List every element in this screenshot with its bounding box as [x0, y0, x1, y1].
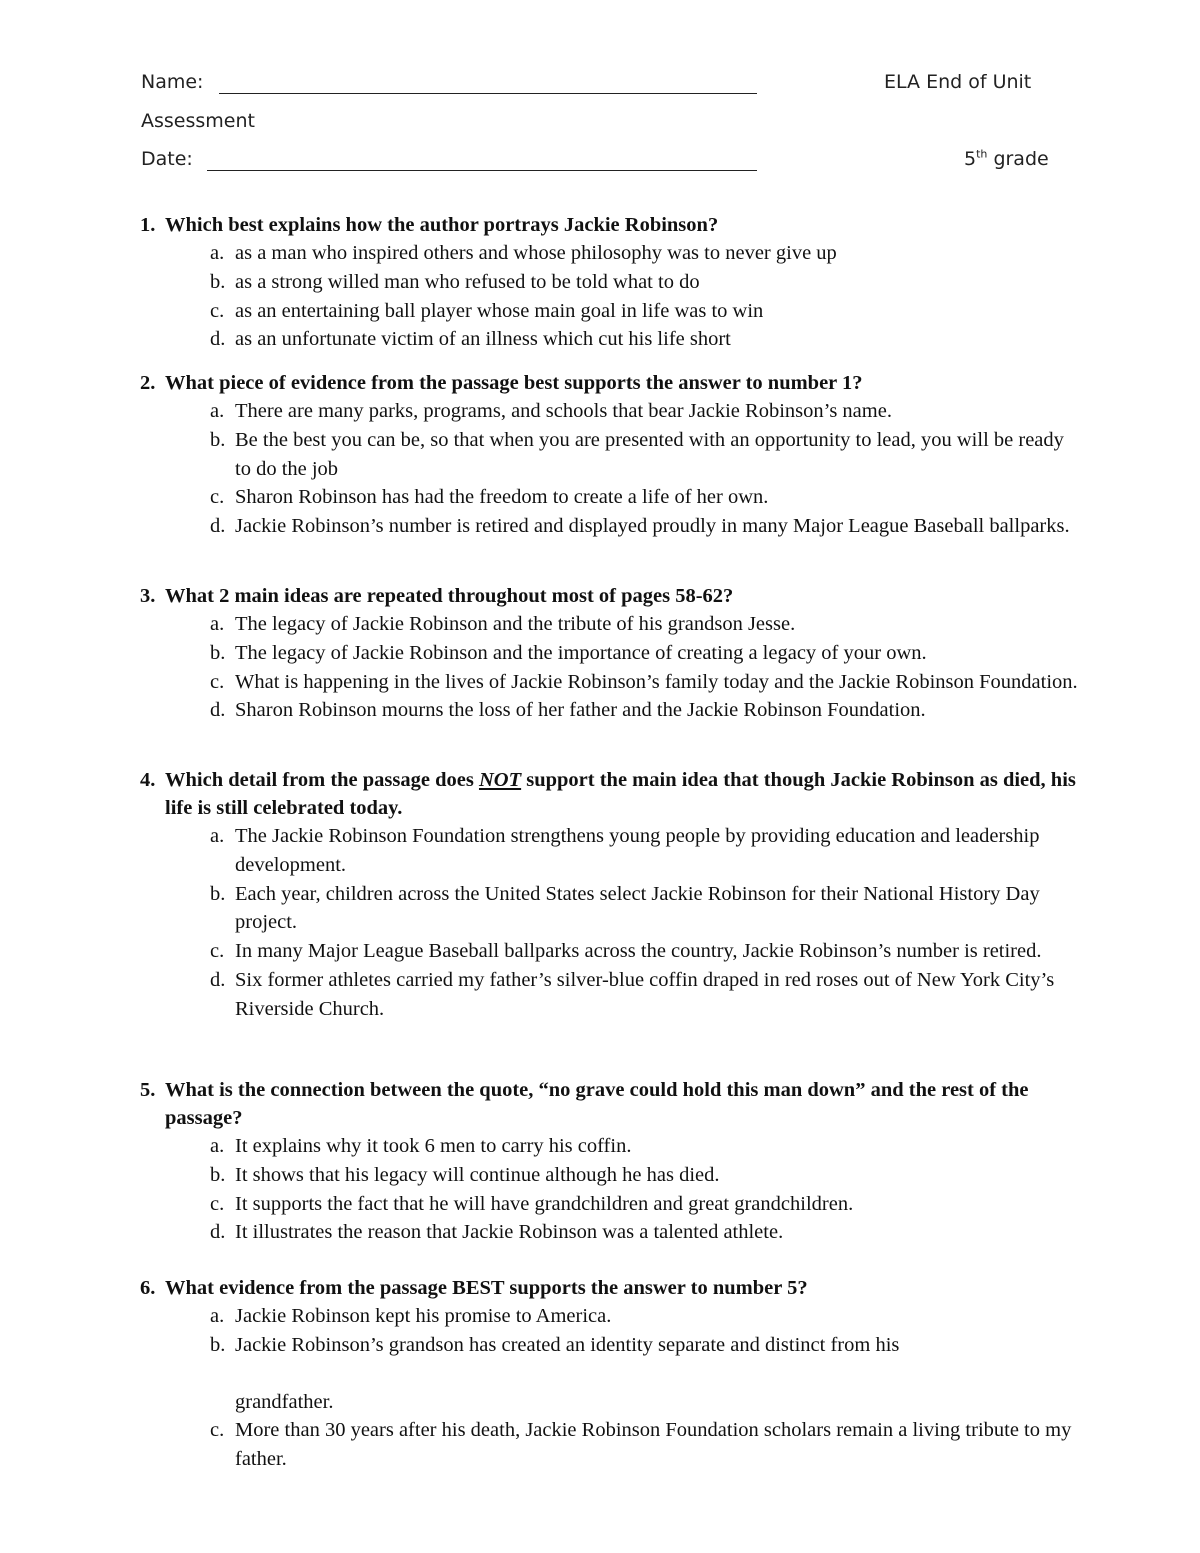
option-letter: b. — [210, 270, 226, 293]
option-letter: c. — [210, 299, 225, 322]
option-text: It explains why it took 6 men to carry his coffin. — [235, 1135, 632, 1157]
option-text: Jackie Robinson’s number is retired and displayed proudly in many Major League Baseball ballparks. — [235, 515, 1070, 538]
question-number: 1. — [140, 214, 156, 236]
emphasis-not: NOT — [478, 769, 522, 791]
question-text: What is the connection between the quote, “no grave could hold this man down” and the rest of the passage? — [165, 1079, 1029, 1129]
question-2 — [140, 369, 1080, 541]
answer-option-c — [140, 297, 1080, 326]
option-text: as an entertaining ball player whose main goal in life was to win — [235, 299, 764, 322]
question-stem — [140, 766, 1080, 822]
grade-word: grade — [993, 148, 1049, 170]
option-text: grandfather. — [235, 1390, 334, 1413]
option-text: It illustrates the reason that Jackie Robinson was a talented athlete. — [235, 1221, 784, 1244]
blank-line-gap — [140, 1360, 1080, 1388]
answer-option-c — [140, 937, 1080, 966]
question-stem — [140, 1274, 1080, 1302]
answer-option-a — [140, 1132, 1080, 1161]
option-letter: d. — [210, 1221, 226, 1244]
question-stem — [140, 369, 1080, 397]
option-text: The Jackie Robinson Foundation strengthens young people by providing education and leadership development. — [235, 825, 1040, 876]
option-letter: c. — [210, 486, 225, 509]
answer-option-d — [140, 1218, 1080, 1247]
question-6 — [140, 1274, 1080, 1474]
question-3 — [140, 582, 1080, 725]
grade-level — [964, 148, 1049, 170]
answer-option-b — [140, 268, 1080, 297]
answer-option-b-continuation — [140, 1388, 1080, 1417]
answer-option-a — [140, 610, 1080, 639]
answer-option-a — [140, 239, 1080, 268]
answer-option-c — [140, 668, 1080, 697]
grade-number: 5 — [964, 148, 977, 170]
answer-option-d — [140, 512, 1080, 541]
option-text: as an unfortunate victim of an illness which cut his life short — [235, 328, 731, 351]
question-number: 5. — [140, 1079, 156, 1101]
grade-ordinal-suffix: th — [976, 147, 988, 161]
answer-option-c — [140, 1190, 1080, 1219]
answer-option-d — [140, 696, 1080, 725]
answer-option-b — [140, 1331, 1080, 1360]
name-blank-line — [219, 93, 757, 94]
answer-option-d — [140, 325, 1080, 354]
answer-option-a — [140, 1302, 1080, 1331]
option-letter: c. — [210, 1419, 225, 1442]
question-1 — [140, 211, 1080, 354]
option-letter: d. — [210, 968, 226, 991]
question-text-part: support the main idea that though Jackie Robinson as died, his life is still celebrated today. — [165, 769, 1076, 819]
option-letter: c. — [210, 1192, 225, 1215]
question-text-part: Which detail from the passage does — [165, 769, 479, 791]
option-letter: b. — [210, 882, 226, 905]
option-letter: a. — [210, 1305, 225, 1327]
question-stem — [140, 582, 1080, 610]
question-number: 3. — [140, 585, 156, 607]
assessment-title-line1: ELA End of Unit — [884, 71, 1032, 93]
option-text: as a strong willed man who refused to be told what to do — [235, 270, 700, 293]
question-number: 2. — [140, 372, 156, 394]
option-text: It shows that his legacy will continue although he has died. — [235, 1163, 720, 1186]
option-letter: b. — [210, 428, 226, 451]
option-letter: a. — [210, 613, 225, 635]
date-blank-line — [207, 170, 757, 171]
question-text: What piece of evidence from the passage best supports the answer to number 1? — [165, 372, 863, 394]
name-label: Name: — [141, 71, 204, 93]
option-text: What is happening in the lives of Jackie Robinson’s family today and the Jackie Robinson Foundation. — [235, 670, 1078, 693]
option-letter: d. — [210, 699, 226, 722]
option-letter — [210, 1388, 235, 1417]
question-4 — [140, 766, 1080, 1024]
answer-option-c — [140, 1416, 1080, 1474]
answer-option-a — [140, 822, 1080, 880]
option-text: Jackie Robinson kept his promise to America. — [235, 1305, 612, 1327]
question-stem — [140, 1076, 1080, 1132]
answer-option-b — [140, 639, 1080, 668]
option-letter: d. — [210, 515, 226, 538]
option-letter: c. — [210, 670, 225, 693]
option-letter: d. — [210, 328, 226, 351]
option-text: as a man who inspired others and whose philosophy was to never give up — [235, 242, 837, 264]
question-text: Which best explains how the author portrays Jackie Robinson? — [165, 214, 719, 236]
option-letter: a. — [210, 1135, 225, 1157]
option-text: It supports the fact that he will have grandchildren and great grandchildren. — [235, 1192, 854, 1215]
option-text: More than 30 years after his death, Jackie Robinson Foundation scholars remain a living tribute to my father. — [235, 1419, 1072, 1471]
answer-option-c — [140, 483, 1080, 512]
option-letter: b. — [210, 641, 226, 664]
answer-option-d — [140, 966, 1080, 1024]
question-text — [165, 766, 1080, 822]
option-text: There are many parks, programs, and schools that bear Jackie Robinson’s name. — [235, 400, 892, 422]
option-text: Six former athletes carried my father’s silver-blue coffin draped in red roses out of New York City’s Riverside Church. — [235, 968, 1055, 1020]
question-5 — [140, 1076, 1080, 1247]
option-text: Be the best you can be, so that when you are presented with an opportunity to lead, you will be ready to do the job — [235, 428, 1064, 480]
option-letter: b. — [210, 1333, 226, 1356]
question-text: What evidence from the passage BEST supports the answer to number 5? — [165, 1277, 808, 1299]
option-letter: c. — [210, 940, 225, 963]
option-letter: a. — [210, 825, 225, 847]
answer-option-a — [140, 397, 1080, 426]
option-letter: b. — [210, 1163, 226, 1186]
option-text: The legacy of Jackie Robinson and the importance of creating a legacy of your own. — [235, 641, 927, 664]
option-text: Sharon Robinson has had the freedom to create a life of her own. — [235, 486, 769, 509]
option-letter: a. — [210, 242, 225, 264]
date-label: Date: — [141, 148, 193, 170]
answer-option-b — [140, 880, 1080, 938]
question-number: 4. — [140, 769, 156, 791]
option-text: Jackie Robinson’s grandson has created an identity separate and distinct from his — [235, 1333, 900, 1356]
option-text: Each year, children across the United States select Jackie Robinson for their National History Day project. — [235, 882, 1040, 934]
assessment-title-line2: Assessment — [141, 110, 255, 132]
answer-option-b — [140, 1161, 1080, 1190]
question-number: 6. — [140, 1277, 156, 1299]
question-text: What 2 main ideas are repeated throughout most of pages 58-62? — [165, 585, 734, 607]
option-text: Sharon Robinson mourns the loss of her father and the Jackie Robinson Foundation. — [235, 699, 926, 722]
option-text: In many Major League Baseball ballparks across the country, Jackie Robinson’s number is retired. — [235, 940, 1042, 963]
answer-option-b — [140, 426, 1080, 484]
option-letter: a. — [210, 400, 225, 422]
question-stem — [140, 211, 1080, 239]
option-text: The legacy of Jackie Robinson and the tribute of his grandson Jesse. — [235, 613, 796, 635]
